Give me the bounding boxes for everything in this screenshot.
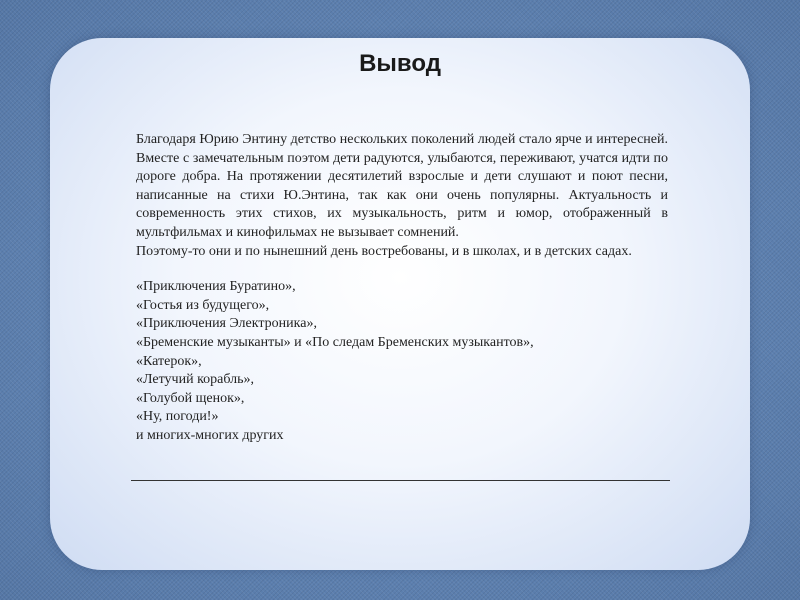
works-list <box>136 278 668 445</box>
bottom-divider <box>131 480 670 481</box>
list-item: «Гостья из будущего», <box>136 297 270 313</box>
slide-body <box>136 131 668 446</box>
slide-title: Вывод <box>359 50 441 77</box>
list-item: «Приключения Буратино», <box>136 279 296 295</box>
list-item: «Бременские музыканты» и «По следам Бременских музыкантов», <box>136 334 534 350</box>
list-item: «Катерок», <box>136 353 202 369</box>
list-item: «Ну, погоди!» <box>136 409 219 425</box>
paragraph-intro: Благодаря Юрию Энтину детство нескольких поколений людей стало ярче и интересней. Вместе с замечательным поэтом дети радуются, улыбаются, переживают, учатся идти по дороге добра. На протяжении десятилетий взрослые и дети слушают и поют песни, написанные на стихи Ю.Энтина, так как они очень популярны. Актуальность и современность этих стихов, их музыкальность, ритм и юмор, отображенный в мультфильмах и кинофильмах не вызывает сомнений. <box>136 132 668 240</box>
list-item: «Летучий корабль», <box>136 372 255 388</box>
list-item: и многих-многих других <box>136 427 284 443</box>
list-item: «Голубой щенок», <box>136 390 245 406</box>
paragraph-demand: Поэтому-то они и по нынешний день востребованы, и в школах, и в детских садах. <box>136 243 632 259</box>
list-item: «Приключения Электроника», <box>136 316 317 332</box>
